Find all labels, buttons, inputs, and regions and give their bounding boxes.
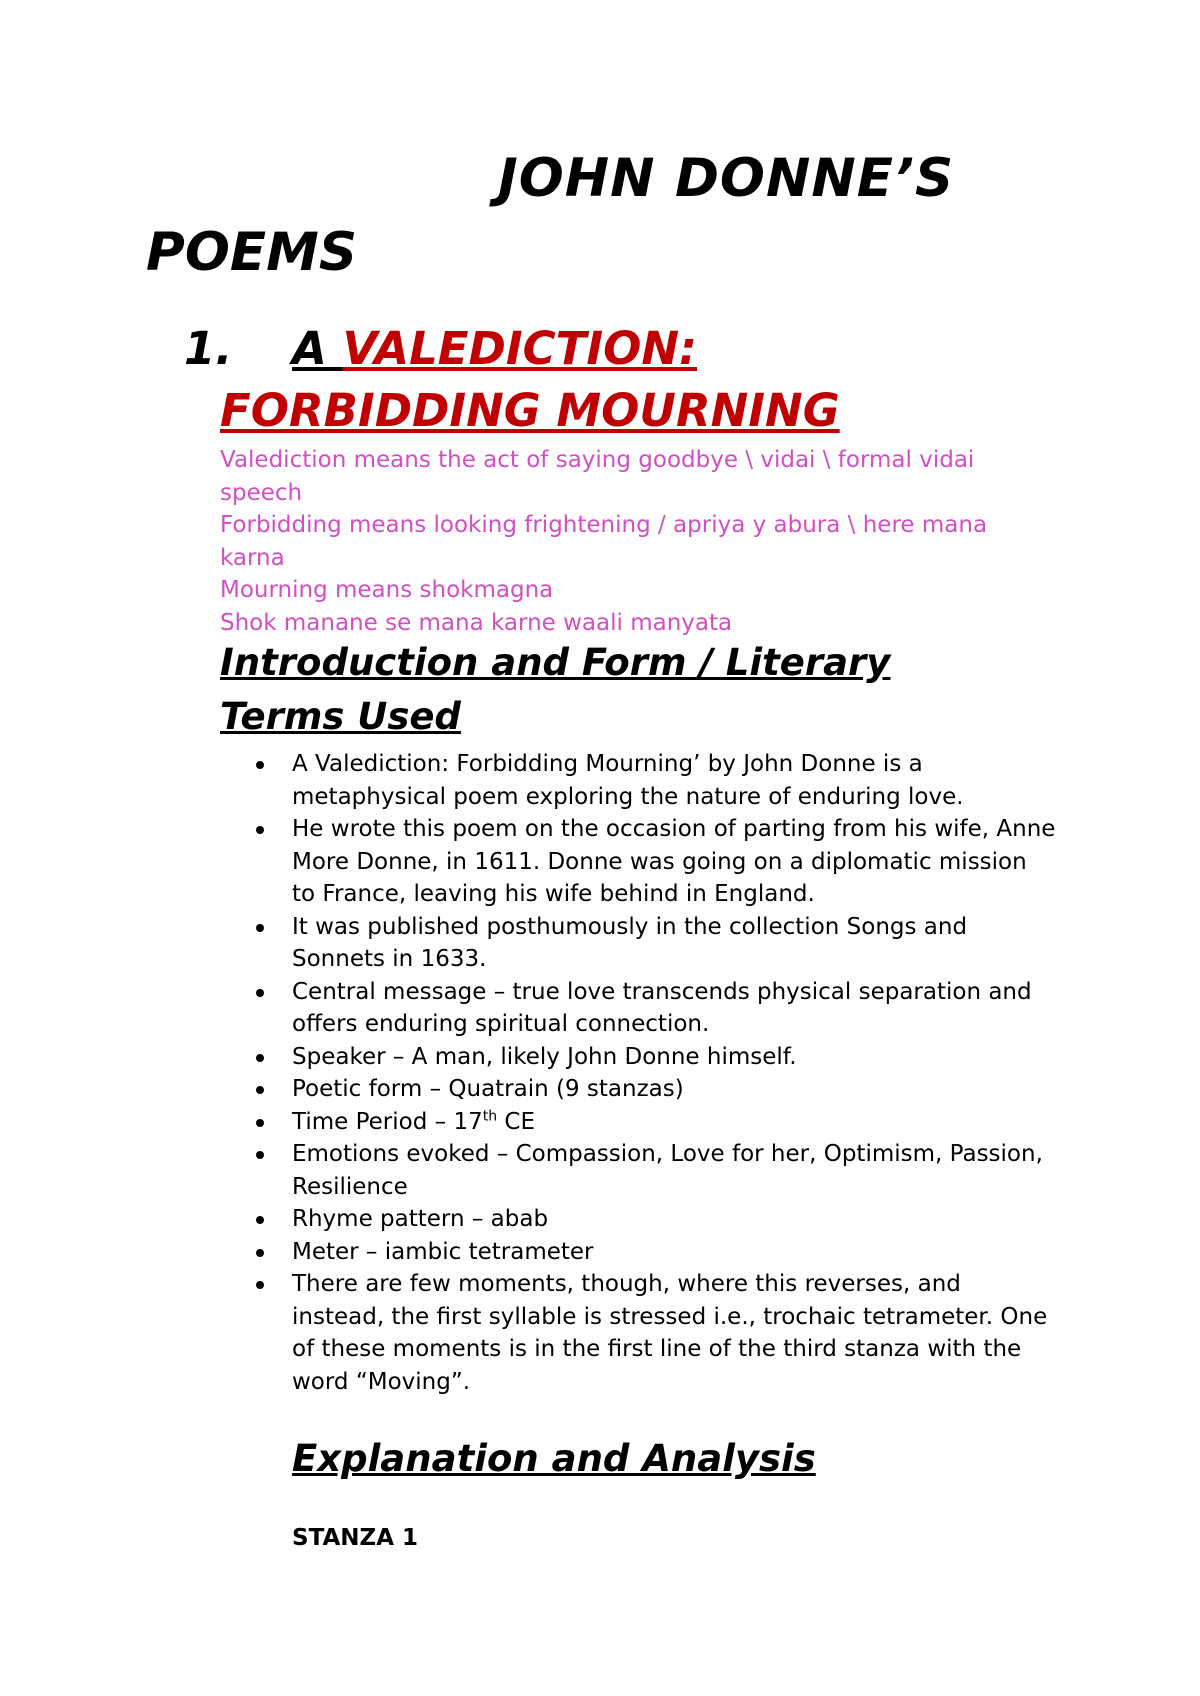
page-title-line1: JOHN DONNE’S (498, 148, 955, 209)
list-item (256, 1073, 1056, 1106)
bullet-text: Emotions evoked – Compassion, Love for her, Optimism, Passion, Resilience (292, 1141, 1043, 1200)
bullet-text: He wrote this poem on the occasion of parting from his wife, Anne More Donne, in 1611. Donne was going on a diplomatic mission to France, leaving his wife behind in England. (292, 816, 1056, 907)
page-title-line2: POEMS (146, 222, 358, 283)
intro-heading-line2: Terms Used (220, 695, 461, 738)
list-item (256, 1268, 1056, 1398)
bullet-dot-icon (256, 1216, 264, 1224)
bullet-dot-icon (256, 1119, 264, 1127)
bullet-dot-icon (256, 1281, 264, 1289)
list-item (256, 1041, 1056, 1074)
time-period-sup: th (482, 1107, 498, 1124)
list-item (256, 1203, 1056, 1236)
bullet-dot-icon (256, 826, 264, 834)
list-item (256, 1106, 1056, 1139)
analysis-heading: Explanation and Analysis (292, 1437, 816, 1480)
intro-heading-line1: Introduction and Form / Literary (220, 641, 891, 684)
glossary-item: Shok manane se mana karne waali manyata (220, 609, 733, 636)
bullet-text: There are few moments, though, where this reverses, and instead, the first syllable is stressed i.e., trochaic tetrameter. One of these moments is in the first line of the third stanza with the word “Moving”. (292, 1271, 1048, 1395)
section-title-part2: FORBIDDING MOURNING (220, 384, 840, 437)
section-title-part1: VALEDICTION: (342, 322, 697, 375)
list-item (256, 911, 1056, 976)
section-article: A (292, 322, 343, 375)
bullet-text: Meter – iambic tetrameter (292, 1238, 594, 1265)
list-item (256, 1236, 1056, 1269)
glossary-item: Forbidding means looking frightening / apriya y abura \ here mana karna (220, 512, 988, 571)
list-item (256, 813, 1056, 911)
time-period-text (292, 1109, 535, 1135)
time-period-suffix: CE (497, 1108, 535, 1135)
bullet-dot-icon (256, 1054, 264, 1062)
bullet-text: Poetic form – Quatrain (9 stanzas) (292, 1076, 684, 1102)
intro-bullet-list (256, 748, 1056, 1398)
stanza-label: STANZA 1 (292, 1525, 419, 1551)
bullet-dot-icon (256, 924, 264, 932)
section-heading (184, 318, 697, 380)
list-item (256, 1138, 1056, 1203)
glossary-item: Valediction means the act of saying goodbye \ vidai \ formal vidai speech (220, 447, 975, 506)
bullet-text: Central message – true love transcends physical separation and offers enduring spiritual connection. (292, 978, 1032, 1037)
bullet-dot-icon (256, 989, 264, 997)
bullet-dot-icon (256, 1249, 264, 1257)
bullet-dot-icon (256, 1151, 264, 1159)
bullet-dot-icon (256, 1086, 264, 1094)
list-item (256, 748, 1056, 813)
bullet-text: It was published posthumously in the collection Songs and Sonnets in 1633. (292, 913, 968, 972)
time-period-prefix: Time Period – 17 (292, 1108, 483, 1135)
bullet-text: A Valediction: Forbidding Mourning’ by John Donne is a metaphysical poem exploring the nature of enduring love. (292, 751, 964, 810)
list-item (256, 976, 1056, 1041)
bullet-text: Rhyme pattern – abab (292, 1206, 549, 1232)
bullet-text: Speaker – A man, likely John Donne himself. (292, 1043, 797, 1070)
glossary (220, 444, 1050, 639)
section-number: 1. (184, 322, 233, 375)
section-heading-line2 (220, 380, 840, 442)
glossary-item: Mourning means shokmagna (220, 577, 554, 603)
bullet-dot-icon (256, 761, 264, 769)
